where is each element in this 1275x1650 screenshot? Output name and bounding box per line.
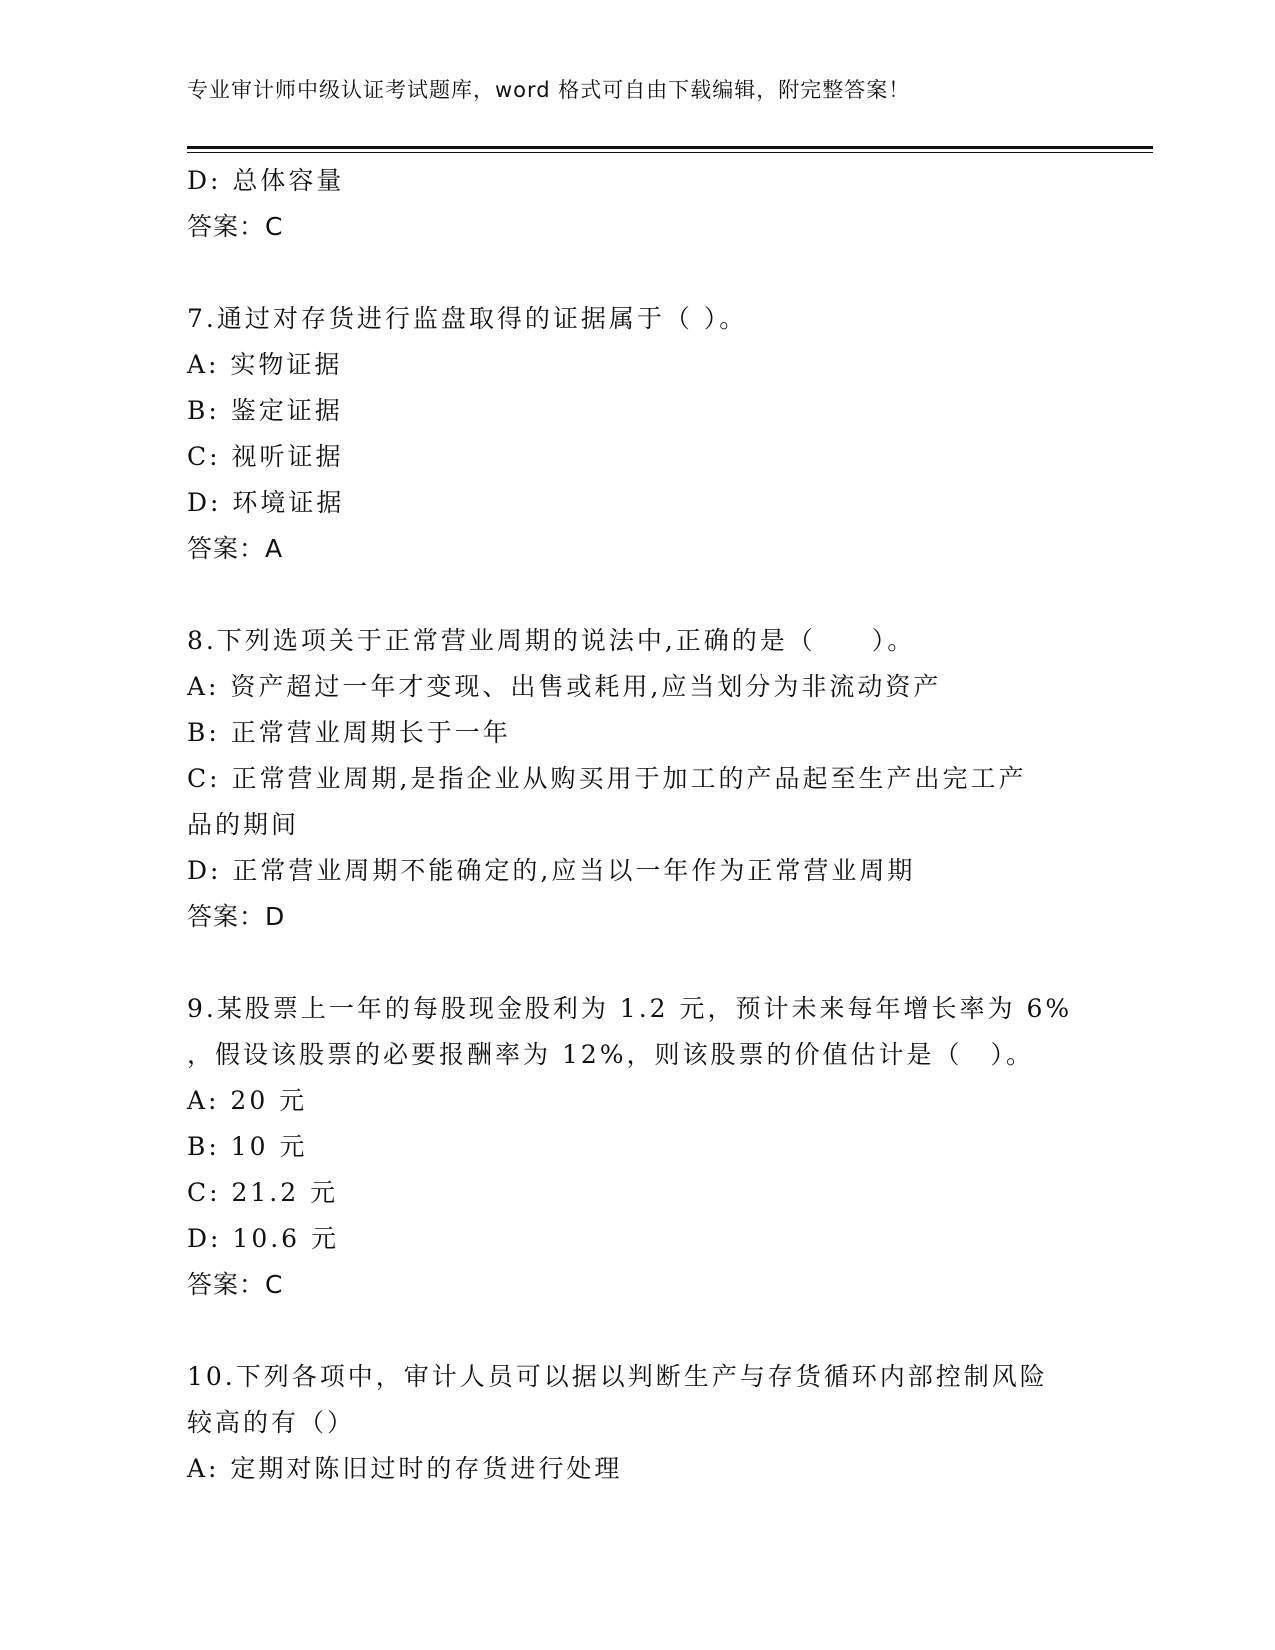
question-7-option-d: D: 环境证据 [187,488,345,517]
question-7 [187,296,1087,572]
prev-question-option-d: D: 总体容量 [187,166,345,195]
question-9-option-c: C: 21.2 元 [187,1178,339,1207]
header-rule-thin [187,152,1153,153]
question-8-option-c-continued: 品的期间 [187,810,300,839]
question-8-option-d: D: 正常营业周期不能确定的,应当以一年作为正常营业周期 [187,856,916,885]
question-9 [187,986,1087,1308]
question-8-option-c: C: 正常营业周期,是指企业从购买用于加工的产品起至生产出完工产 [187,764,1027,793]
question-9-stem-line-2: ，假设该股票的必要报酬率为 12%，则该股票的价值估计是（ ）。 [187,1040,1035,1069]
question-9-stem-line-1: 9.某股票上一年的每股现金股利为 1.2 元，预计未来每年增长率为 6% [187,994,1073,1023]
question-9-option-d: D: 10.6 元 [187,1224,340,1253]
question-9-option-b: B: 10 元 [187,1132,308,1161]
question-7-option-c: C: 视听证据 [187,442,344,471]
header-rule-thick [187,146,1153,149]
question-10 [187,1354,1087,1492]
question-9-option-a: A: 20 元 [187,1086,308,1115]
question-8 [187,618,1087,940]
question-content [187,158,1087,1492]
question-8-option-a: A: 资产超过一年才变现、出售或耗用,应当划分为非流动资产 [187,672,942,701]
prev-question-answer: 答案：C [187,212,284,241]
question-8-answer: 答案：D [187,902,286,931]
question-9-answer: 答案：C [187,1270,284,1299]
page-header-title: 专业审计师中级认证考试题库，word 格式可自由下载编辑，附完整答案！ [187,78,911,102]
question-10-option-a: A: 定期对陈旧过时的存货进行处理 [187,1454,623,1483]
question-10-stem-line-1: 10.下列各项中，审计人员可以据以判断生产与存货循环内部控制风险 [187,1362,1048,1391]
question-spacer [187,250,1087,296]
question-7-option-a: A: 实物证据 [187,350,343,379]
question-spacer [187,940,1087,986]
question-10-stem-line-2: 较高的有（） [187,1408,356,1437]
question-8-stem: 8.下列选项关于正常营业周期的说法中,正确的是（ ）。 [187,626,916,655]
question-7-answer: 答案：A [187,534,284,563]
question-7-option-b: B: 鉴定证据 [187,396,343,425]
question-spacer [187,1308,1087,1354]
question-7-stem: 7.通过对存货进行监盘取得的证据属于（ ）。 [187,304,748,333]
question-spacer [187,572,1087,618]
question-8-option-b: B: 正常营业周期长于一年 [187,718,511,747]
